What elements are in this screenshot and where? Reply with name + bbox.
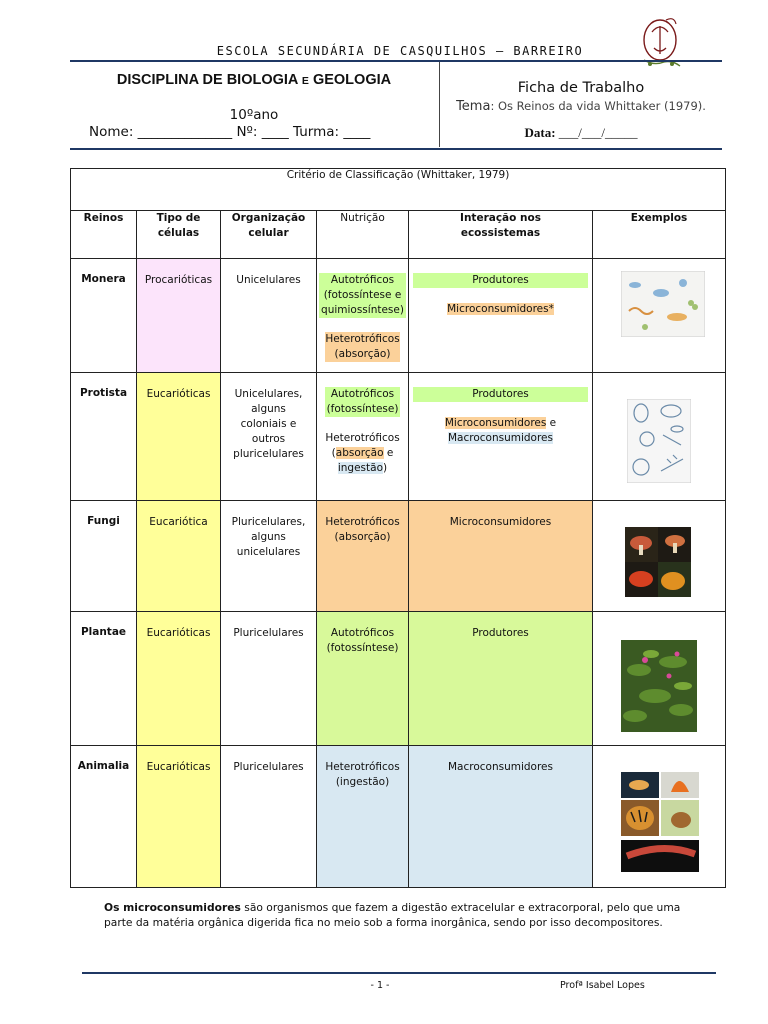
table-row-animalia bbox=[71, 745, 726, 887]
cell-interaction: Produtores Microconsumidores e Macroconsumidores bbox=[409, 373, 593, 501]
cell-nutrition: Autotróficos (fotossíntese e quimiossíntese) Heterotróficos (absorção) bbox=[317, 259, 409, 373]
header-tipo-celulas: Tipo de células bbox=[137, 211, 221, 259]
cell-type: Eucarióticas bbox=[137, 611, 221, 745]
cell-type: Eucariótica bbox=[137, 501, 221, 611]
header-interacao: Interação nos ecossistemas bbox=[409, 211, 593, 259]
kingdom-name: Protista bbox=[71, 373, 137, 501]
bacteria-illustration bbox=[621, 271, 705, 337]
cell-interaction: Microconsumidores bbox=[409, 501, 593, 611]
fungi-photo bbox=[625, 527, 691, 597]
example-image-plantae bbox=[593, 611, 726, 745]
cell-nutrition: Heterotróficos (ingestão) bbox=[317, 745, 409, 887]
animals-photo bbox=[621, 772, 699, 872]
classification-table bbox=[70, 168, 726, 888]
cell-nutrition: Autotróficos (fotossíntese) Heterotróficos (absorção e ingestão) bbox=[317, 373, 409, 501]
table-row-fungi bbox=[71, 501, 726, 611]
kingdom-name: Animalia bbox=[71, 745, 137, 887]
footer-rule bbox=[82, 972, 716, 974]
header-nutricao: Nutrição bbox=[317, 211, 409, 259]
school-year: 10ºano bbox=[229, 107, 279, 123]
table-row-protista bbox=[71, 373, 726, 501]
table-row-plantae bbox=[71, 611, 726, 745]
cell-type: Procarióticas bbox=[137, 259, 221, 373]
sheet-title: Ficha de Trabalho bbox=[517, 80, 645, 96]
cell-organization: Pluricelulares bbox=[221, 611, 317, 745]
cell-type: Eucarióticas bbox=[137, 745, 221, 887]
cell-interaction: Produtores Microconsumidores* bbox=[409, 259, 593, 373]
cell-interaction: Macroconsumidores bbox=[409, 745, 593, 887]
discipline-title: DISCIPLINA DE BIOLOGIA E GEOLOGIA bbox=[116, 72, 392, 88]
example-image-monera bbox=[593, 259, 726, 373]
page-number: - 1 - bbox=[370, 980, 390, 991]
protist-illustration bbox=[627, 399, 691, 483]
table-header-row bbox=[71, 211, 726, 259]
school-name: ESCOLA SECUNDÁRIA DE CASQUILHOS – BARREIRO bbox=[216, 44, 584, 58]
header-rule-bottom bbox=[70, 148, 722, 150]
header-reinos: Reinos bbox=[71, 211, 137, 259]
cell-nutrition: Heterotróficos (absorção) bbox=[317, 501, 409, 611]
student-name-line: Nome: ______________ Nº: ____ Turma: ____ bbox=[89, 124, 371, 140]
school-logo bbox=[636, 14, 686, 72]
table-row-monera bbox=[71, 259, 726, 373]
kingdom-name: Plantae bbox=[71, 611, 137, 745]
example-image-animalia bbox=[593, 745, 726, 887]
cell-nutrition: Autotróficos (fotossíntese) bbox=[317, 611, 409, 745]
cell-interaction: Produtores bbox=[409, 611, 593, 745]
cell-type: Eucarióticas bbox=[137, 373, 221, 501]
header-exemplos: Exemplos bbox=[593, 211, 726, 259]
cell-organization: Unicelulares, alguns coloniais e outros pluricelulares bbox=[221, 373, 317, 501]
date-line: Data: ___/___/_____ bbox=[524, 125, 638, 140]
sheet-theme: Tema: Os Reinos da vida Whittaker (1979). bbox=[456, 99, 706, 114]
example-image-protista bbox=[593, 373, 726, 501]
table-title: Critério de Classificação (Whittaker, 1979) bbox=[71, 169, 726, 211]
kingdom-name: Monera bbox=[71, 259, 137, 373]
author-name: Profª Isabel Lopes bbox=[560, 980, 645, 991]
header-rule-top bbox=[70, 60, 722, 62]
kingdom-name: Fungi bbox=[71, 501, 137, 611]
cell-organization: Unicelulares bbox=[221, 259, 317, 373]
cell-organization: Pluricelulares, alguns unicelulares bbox=[221, 501, 317, 611]
plant-photo bbox=[621, 640, 697, 732]
microconsumers-note: Os microconsumidores são organismos que fazem a digestão extracelular e extracorporal, pelo que uma parte da matéria orgânica digerida fica no meio sob a forma inorgânica, sendo por isso decompositores. bbox=[104, 901, 681, 929]
example-image-fungi bbox=[593, 501, 726, 611]
header-organizacao: Organização celular bbox=[221, 211, 317, 259]
cell-organization: Pluricelulares bbox=[221, 745, 317, 887]
